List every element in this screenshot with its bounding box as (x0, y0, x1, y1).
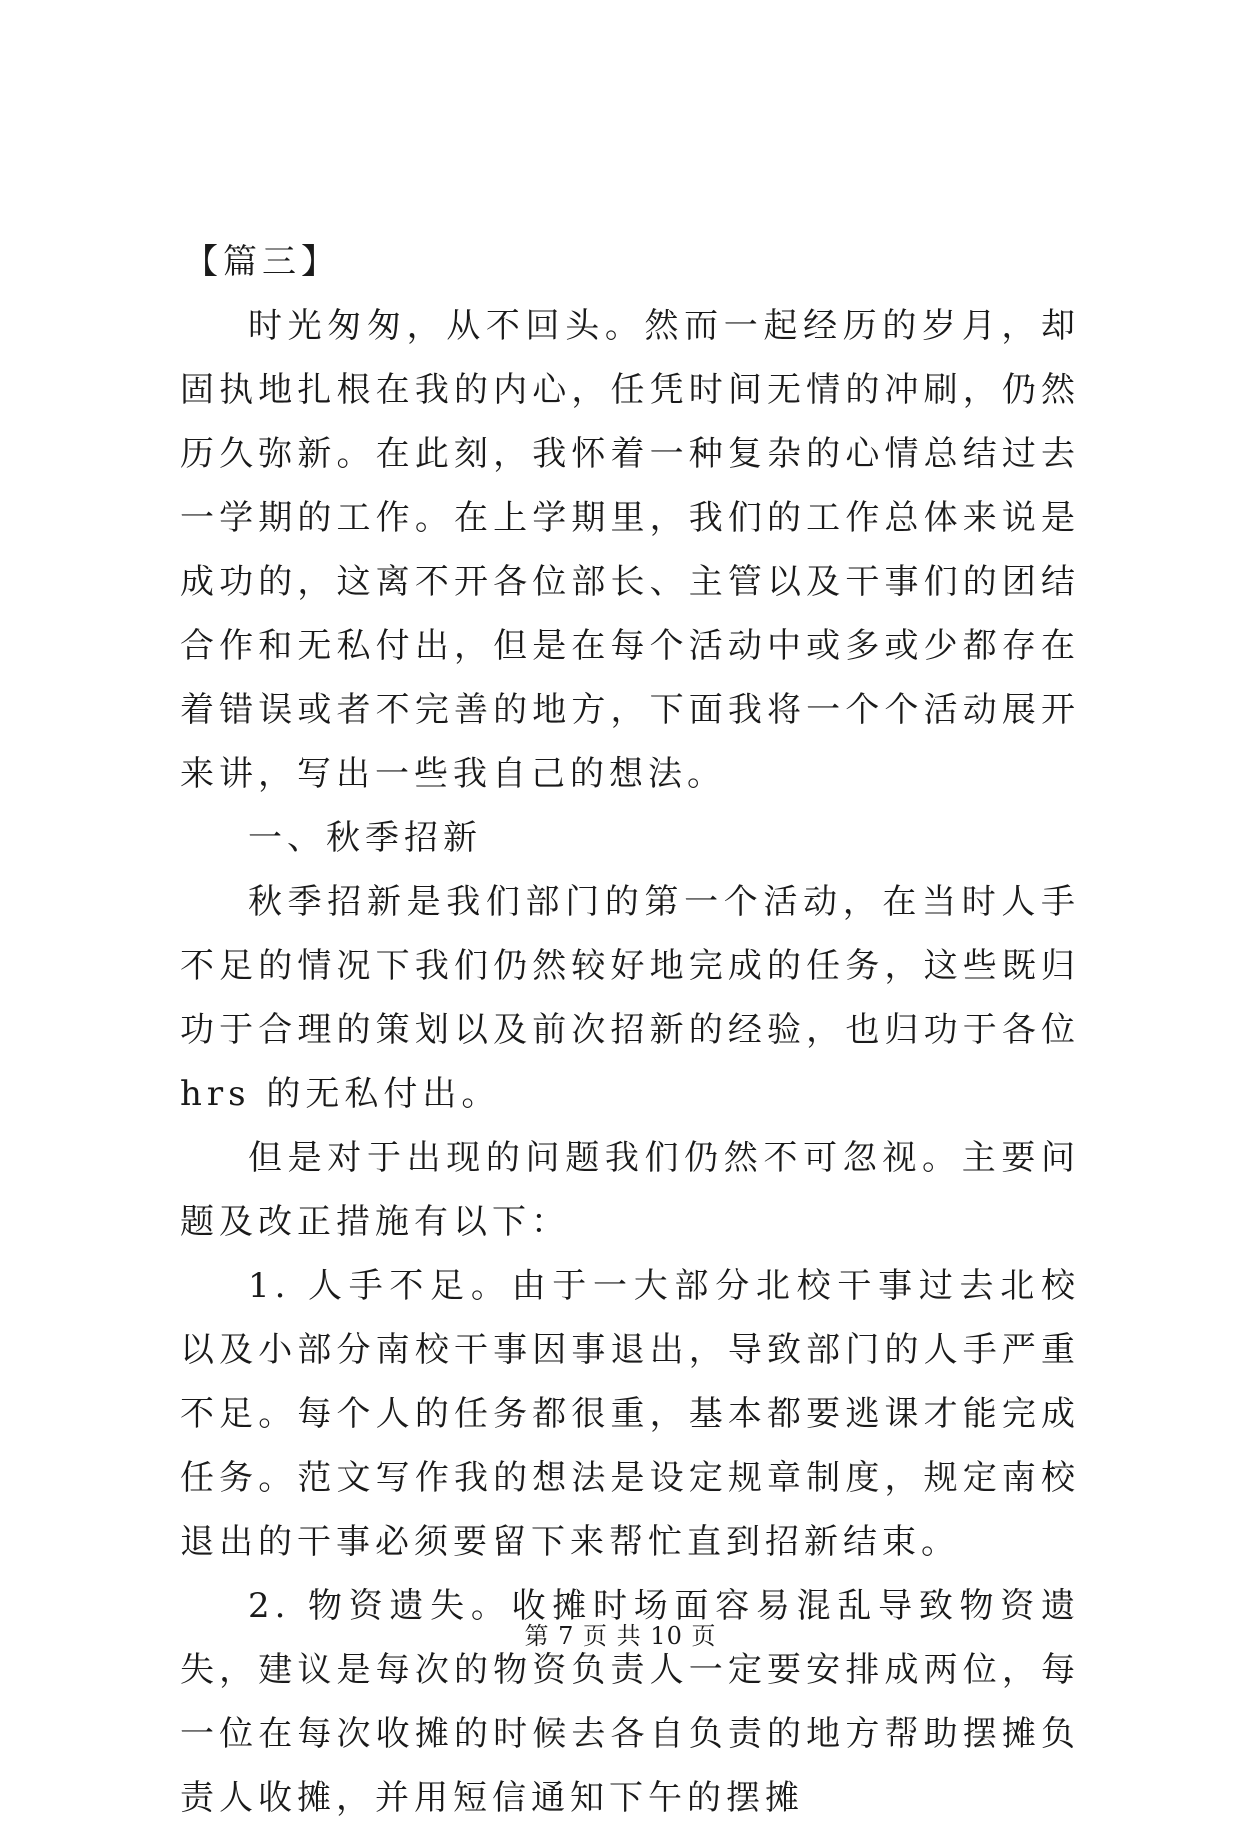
body-paragraph: 秋季招新是我们部门的第一个活动，在当时人手不足的情况下我们仍然较好地完成的任务，这些既归功于合理的策划以及前次招新的经验，也归功于各位 hrs 的无私付出。 (180, 882, 1080, 1114)
section-heading: 一、秋季招新 (248, 818, 482, 858)
body-paragraph: 但是对于出现的问题我们仍然不可忽视。主要问题及改正措施有以下： (180, 1138, 1080, 1242)
page-number-footer: 第 7 页 共 10 页 (524, 1622, 717, 1650)
document-body (180, 230, 1080, 1830)
body-paragraph: 2. 物资遗失。收摊时场面容易混乱导致物资遗失，建议是每次的物资负责人一定要安排成两位，每一位在每次收摊的时候去各自负责的地方帮助摆摊负责人收摊，并用短信通知下午的摆摊 (180, 1586, 1080, 1818)
body-paragraph: 1. 人手不足。由于一大部分北校干事过去北校以及小部分南校干事因事退出，导致部门的人手严重不足。每个人的任务都很重，基本都要逃课才能完成任务。范文写作我的想法是设定规章制度，规定南校退出的干事必须要留下来帮忙直到招新结束。 (180, 1266, 1080, 1562)
intro-paragraph: 时光匆匆，从不回头。然而一起经历的岁月，却固执地扎根在我的内心，任凭时间无情的冲刷，仍然历久弥新。在此刻，我怀着一种复杂的心情总结过去一学期的工作。在上学期里，我们的工作总体来说是成功的，这离不开各位部长、主管以及干事们的团结合作和无私付出，但是在每个活动中或多或少都存在着错误或者不完善的地方，下面我将一个个活动展开来讲，写出一些我自己的想法。 (180, 306, 1080, 794)
section-tag: 【篇三】 (184, 242, 340, 282)
